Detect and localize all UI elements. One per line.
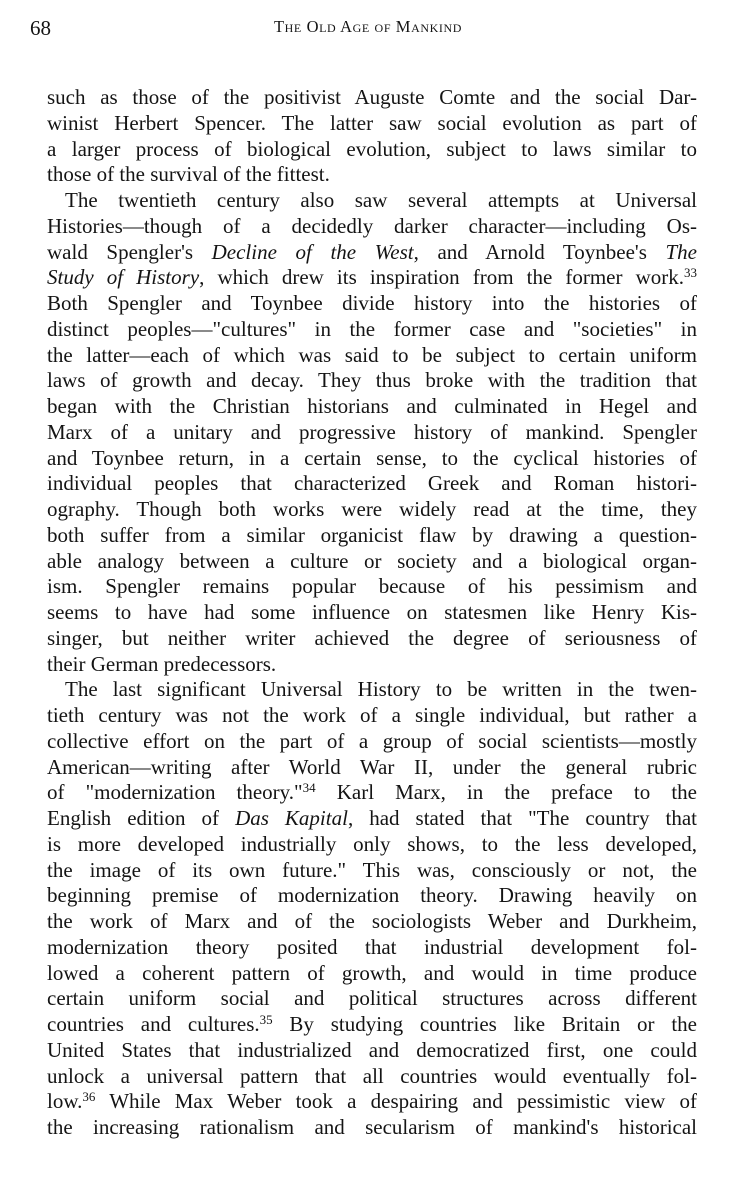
text-line: the image of its own future." This was, consciously or not, the [47, 857, 697, 882]
footnote-reference: 35 [259, 1011, 273, 1027]
text-line: both suffer from a similar organicist flaw by drawing a question- [47, 522, 697, 547]
text-line: the increasing rationalism and secularism of mankind's historical [47, 1115, 697, 1139]
text-line: The twentieth century also saw several attempts at Universal [65, 188, 697, 212]
text-line: American—writing after World War II, under the general rubric [47, 754, 697, 779]
text-line: countries and cultures.$^{35}$ By studying countries like Britain or the [47, 1011, 697, 1036]
text-line: of "modernization theory."$^{34}$ Karl Marx, in the preface to the [47, 780, 697, 805]
text-line: their German predecessors. [47, 651, 277, 676]
text-line: lowed a coherent pattern of growth, and would in time produce [47, 960, 697, 985]
text-line: singer, but neither writer achieved the degree of seriousness of [47, 625, 697, 650]
footnote-reference: 34 [302, 780, 316, 796]
text-line: The last significant Universal History to be written in the twen- [65, 677, 697, 702]
text-line: individual peoples that characterized Greek and Roman histori- [47, 471, 697, 496]
running-head-title: The Old Age of Mankind [273, 17, 463, 36]
text-line: ography. Though both works were widely read at the time, they [47, 497, 697, 521]
text-line: began with the Christian historians and culminated in Hegel and [47, 394, 697, 418]
text-line: seems to have had some influence on statesmen like Henry Kis- [47, 600, 697, 624]
text-line: winist Herbert Spencer. The latter saw social evolution as part of [47, 110, 697, 135]
text-line: distinct peoples—"cultures" in the former case and "societies" in [47, 316, 697, 341]
text-line: able analogy between a culture or society and a biological organ- [47, 548, 697, 573]
page-number: 68 [30, 16, 51, 40]
text-line: the work of Marx and of the sociologists Weber and Durkheim, [47, 909, 697, 933]
italic-title: Study of History [47, 265, 200, 290]
text-line: tieth century was not the work of a single individual, but rather a [47, 703, 697, 727]
footnote-reference: 36 [82, 1089, 96, 1105]
text-line: beginning premise of modernization theory. Drawing heavily on [47, 883, 697, 908]
text-line: English edition of Das Kapital, had stated that "The country that [47, 806, 697, 830]
text-line: unlock a universal pattern that all countries would eventually fol- [47, 1063, 697, 1088]
text-line: those of the survival of the fittest. [47, 162, 330, 187]
text-line: is more developed industrially only shows, to the less developed, [47, 831, 697, 856]
text-line: Marx of a unitary and progressive history of mankind. Spengler [47, 419, 697, 444]
text-line: a larger process of biological evolution, subject to laws similar to [47, 136, 697, 161]
italic-title: Decline of the West [211, 239, 414, 264]
body-text [47, 85, 697, 1141]
text-line: the latter—each of which was said to be subject to certain uniform [47, 342, 697, 367]
text-line: such as those of the positivist Auguste Comte and the social Dar- [47, 85, 697, 109]
italic-title: Das Kapital [235, 806, 348, 830]
text-line: Study of History, which drew its inspiration from the former work.$^{33}$ [47, 265, 697, 290]
text-line: wald Spengler's Decline of the West, and Arnold Toynbee's The [47, 239, 697, 264]
text-line: certain uniform social and political structures across different [47, 986, 697, 1011]
text-line: collective effort on the part of a group of social scientists—mostly [47, 728, 697, 753]
footnote-reference: 33 [683, 265, 697, 281]
text-line: and Toynbee return, in a certain sense, to the cyclical histories of [47, 445, 697, 470]
italic-title: The [665, 239, 697, 264]
text-line: United States that industrialized and democratized first, one could [47, 1037, 697, 1062]
text-line: laws of growth and decay. They thus broke with the tradition that [47, 368, 697, 393]
text-line: Histories—though of a decidedly darker character—including Os- [47, 213, 697, 238]
text-line: modernization theory posited that industrial development fol- [47, 934, 697, 959]
text-line: Both Spengler and Toynbee divide history into the histories of [47, 291, 697, 315]
text-line: ism. Spengler remains popular because of his pessimism and [47, 574, 697, 599]
text-line: low.$^{36}$ While Max Weber took a despairing and pessimistic view of [47, 1089, 697, 1114]
